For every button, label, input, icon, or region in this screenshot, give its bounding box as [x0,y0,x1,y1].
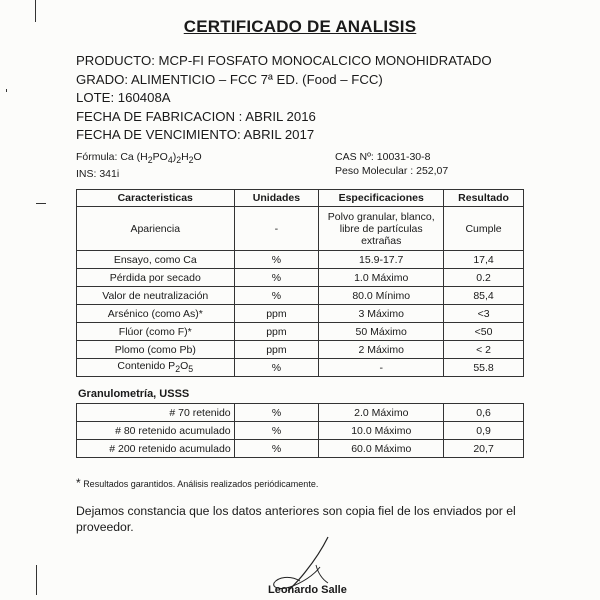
scan-mark [36,203,46,204]
cell-especificacion: 15.9-17.7 [319,251,444,269]
cell-unidad: ppm [234,323,319,341]
document-title: CERTIFICADO DE ANALISIS [183,17,417,36]
cell-especificacion: 50 Máximo [319,323,444,341]
cell-unidad: ppm [234,341,319,359]
signatory-name: Leonardo Salle [268,584,347,596]
cell-resultado: <50 [444,323,524,341]
table-header-row [77,190,524,207]
footnote-text: Resultados garantidos. Análisis realizados periódicamente. [83,479,319,489]
footnote [76,476,318,490]
fecha-fabricacion-line: FECHA DE FABRICACION : ABRIL 2016 [76,108,316,124]
col-header-resultado: Resultado [444,190,524,207]
cell-unidad: ppm [234,305,319,323]
grado-line: GRADO: ALIMENTICIO – FCC 7ª ED. (Food – FCC) [76,71,383,87]
cell-especificacion: 2.0 Máximo [319,404,444,422]
table-row [77,207,524,251]
cell-resultado: 17,4 [444,251,524,269]
cas-block [335,150,448,178]
cell-malla: # 80 retenido acumulado [77,422,235,440]
cell-especificacion: - [319,359,444,377]
ins-line: INS: 341i [76,168,120,181]
cell-caracteristica: Plomo (como Pb) [77,341,235,359]
cell-unidad: % [234,359,319,377]
cell-unidad: % [234,404,319,422]
table-row [77,422,524,440]
cell-resultado: 85,4 [444,287,524,305]
cell-caracteristica: Apariencia [77,207,235,251]
granulometria-title: Granulometría, USSS [78,388,190,400]
table-row [77,440,524,458]
producto-line: PRODUCTO: MCP-FI FOSFATO MONOCALCICO MONOHIDRATADO [76,53,492,68]
granulometria-table [76,403,524,458]
cell-unidad: % [234,287,319,305]
cell-especificacion: 3 Máximo [319,305,444,323]
cell-caracteristica: Valor de neutralización [77,287,235,305]
product-header [76,52,492,145]
analysis-table [76,189,524,377]
cas-line: CAS Nº: 10031-30-8 [335,151,431,163]
cell-resultado: 20,7 [444,440,524,458]
cell-unidad: % [234,251,319,269]
cell-resultado: <3 [444,305,524,323]
col-header-unidades: Unidades [234,190,319,207]
cell-resultado: 0.2 [444,269,524,287]
formula-line: Fórmula: Ca $(H_2PO_4)_2H_2O$ [76,151,202,166]
col-header-especificaciones: Especificaciones [319,190,444,207]
cell-resultado: 0,9 [444,422,524,440]
peso-molecular-line: Peso Molecular : 252,07 [335,165,449,177]
cell-resultado: Cumple [444,207,524,251]
cell-caracteristica: Flúor (como F)* [77,323,235,341]
col-header-caracteristicas: Caracteristicas [77,190,235,207]
closing-statement: Dejamos constancia que los datos anteriores son copia fiel de los enviados por el proveedor. [76,504,516,534]
table-row [77,269,524,287]
cell-unidad: % [234,440,319,458]
lote-line: LOTE: 160408A [76,90,171,105]
cell-caracteristica: Contenido $P_2O_5$ [77,359,235,377]
footnote-asterisk: * [76,476,81,490]
table-row [77,341,524,359]
cell-malla: # 70 retenido [77,404,235,422]
table-row [77,305,524,323]
cell-especificacion: 80.0 Mínimo [319,287,444,305]
table-row [77,251,524,269]
cell-especificacion: 10.0 Máximo [319,422,444,440]
cell-caracteristica: Pérdida por secado [77,269,235,287]
cell-especificacion: Polvo granular, blanco, libre de partículas extrañas [319,207,444,251]
cell-especificacion: 1.0 Máximo [319,269,444,287]
formula-block [76,150,202,181]
cell-resultado: 55.8 [444,359,524,377]
cell-especificacion: 60.0 Máximo [319,440,444,458]
cell-unidad: % [234,422,319,440]
cell-caracteristica: Ensayo, como Ca [77,251,235,269]
scan-mark [6,89,7,92]
cell-malla: # 200 retenido acumulado [77,440,235,458]
table-row [77,323,524,341]
cell-resultado: 0,6 [444,404,524,422]
cell-resultado: < 2 [444,341,524,359]
table-row [77,404,524,422]
cell-unidad: % [234,269,319,287]
table-row [77,359,524,377]
fecha-vencimiento-line: FECHA DE VENCIMIENTO: ABRIL 2017 [76,127,315,142]
cell-unidad: - [234,207,319,251]
cell-especificacion: 2 Máximo [319,341,444,359]
cell-caracteristica: Arsénico (como As)* [77,305,235,323]
scan-mark [36,565,37,595]
table-row [77,287,524,305]
